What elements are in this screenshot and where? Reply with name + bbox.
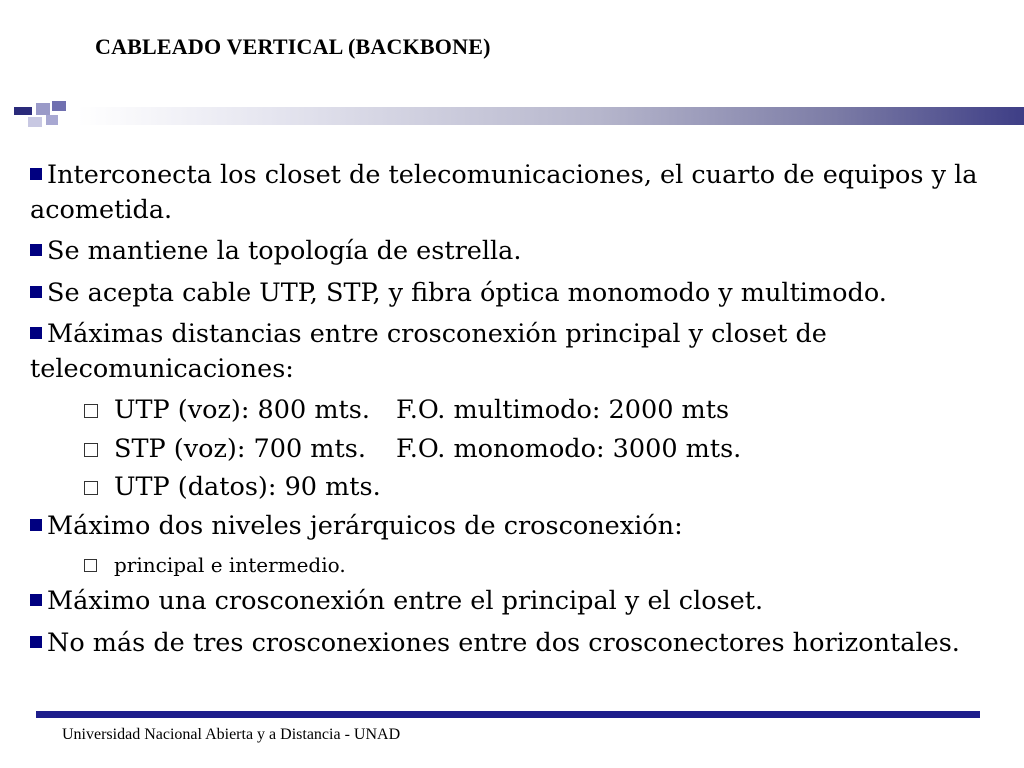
bullet-topology: Se mantiene la topología de estrella.: [30, 234, 990, 269]
sub-bullet-distance: [30, 393, 990, 428]
hollow-square-icon: [84, 404, 98, 418]
levels-text: principal e intermedio.: [114, 553, 346, 577]
distance-copper: UTP (datos): 90 mts.: [114, 472, 381, 502]
sub-bullet-levels: [30, 550, 990, 580]
slide-body: [30, 158, 990, 667]
slide-title: CABLEADO VERTICAL (BACKBONE): [95, 34, 491, 59]
sub-bullet-distance: [30, 432, 990, 467]
bullet-max-distances: Máximas distancias entre crosconexión principal y closet de telecomunicaciones:: [30, 317, 990, 386]
hollow-square-icon: [84, 559, 97, 572]
header-gradient-band: [78, 107, 1024, 125]
bullet-one-crossconnect: Máximo una crosconexión entre el principal y el closet.: [30, 584, 990, 619]
distance-fiber: F.O. multimodo: 2000 mts: [396, 395, 730, 425]
deco-square: [14, 107, 32, 115]
hollow-square-icon: [84, 481, 98, 495]
distance-fiber: F.O. monomodo: 3000 mts.: [396, 433, 742, 464]
footer-institution: Universidad Nacional Abierta y a Distancia - UNAD: [62, 726, 401, 743]
bullet-cable-types: Se acepta cable UTP, STP, y fibra óptica monomodo y multimodo.: [30, 276, 990, 311]
deco-square: [46, 115, 58, 125]
bullet-levels: Máximo dos niveles jerárquicos de crosconexión:: [30, 509, 990, 544]
bullet-three-crossconnects: No más de tres crosconexiones entre dos crosconectores horizontales.: [30, 626, 990, 661]
bullet-interconnect: Interconecta los closet de telecomunicaciones, el cuarto de equipos y la acometida.: [30, 158, 990, 227]
distance-copper: UTP (voz): 800 mts.: [114, 395, 370, 425]
distance-copper: STP (voz): 700 mts.: [114, 433, 366, 464]
footer-divider: [36, 711, 980, 718]
deco-square: [52, 101, 66, 111]
sub-bullet-distance: [30, 470, 990, 505]
deco-square: [28, 117, 42, 127]
deco-square: [36, 103, 50, 115]
hollow-square-icon: [84, 443, 98, 457]
